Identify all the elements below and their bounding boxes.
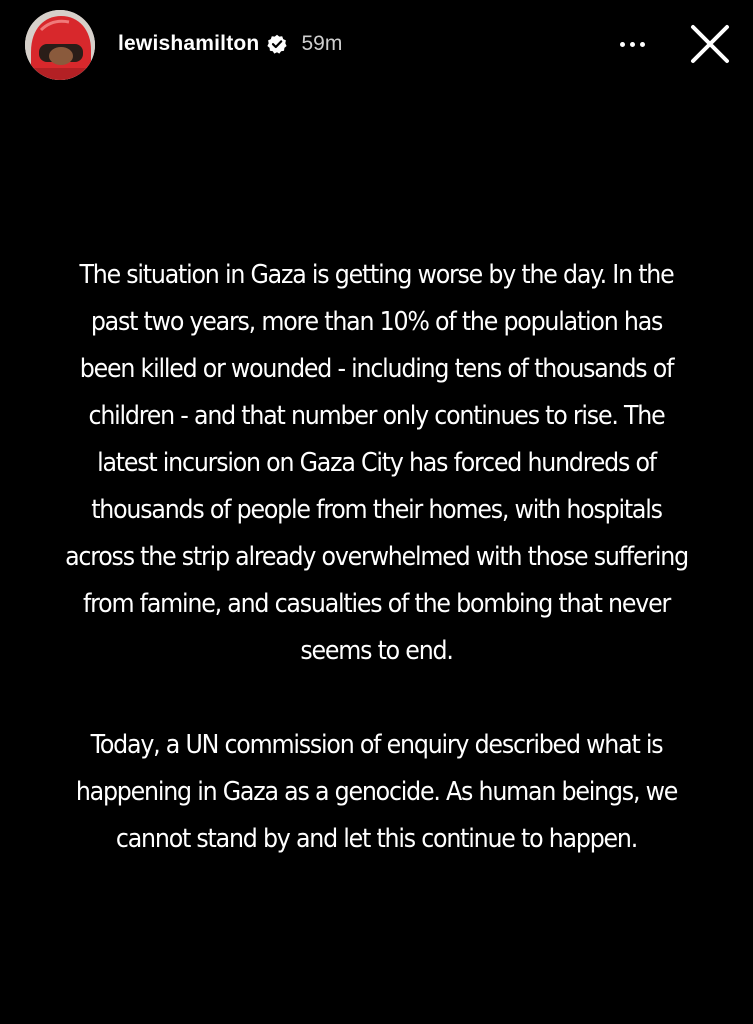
story-paragraph-2: Today, a UN commission of enquiry described what is happening in Gaza as a genocide. As human beings, we cannot stand by and let this continue to happen. — [75, 730, 678, 854]
story-paragraph-1: The situation in Gaza is getting worse by the day. In the past two years, more than 10% of the population has been killed or wounded - including tens of thousands of children - and that number only continues to rise. The latest incursion on Gaza City has forced hundreds of thousands of people from their homes, with hospitals across the strip already overwhelmed with those suffering from famine, and casualties of the bombing that never seems to end. — [65, 260, 688, 666]
helmet-avatar-icon — [25, 10, 95, 80]
dot-icon — [640, 42, 645, 47]
dot-icon — [620, 42, 625, 47]
username-row — [118, 28, 342, 60]
verified-badge-icon — [267, 34, 287, 54]
more-options-icon[interactable] — [612, 30, 652, 58]
close-icon[interactable] — [686, 20, 734, 68]
profile-avatar[interactable] — [25, 10, 95, 80]
dot-icon — [630, 42, 635, 47]
post-timestamp: 59m — [301, 32, 343, 55]
story-text-body — [64, 252, 690, 863]
username[interactable]: lewishamilton — [118, 32, 260, 55]
story-header — [0, 0, 753, 92]
